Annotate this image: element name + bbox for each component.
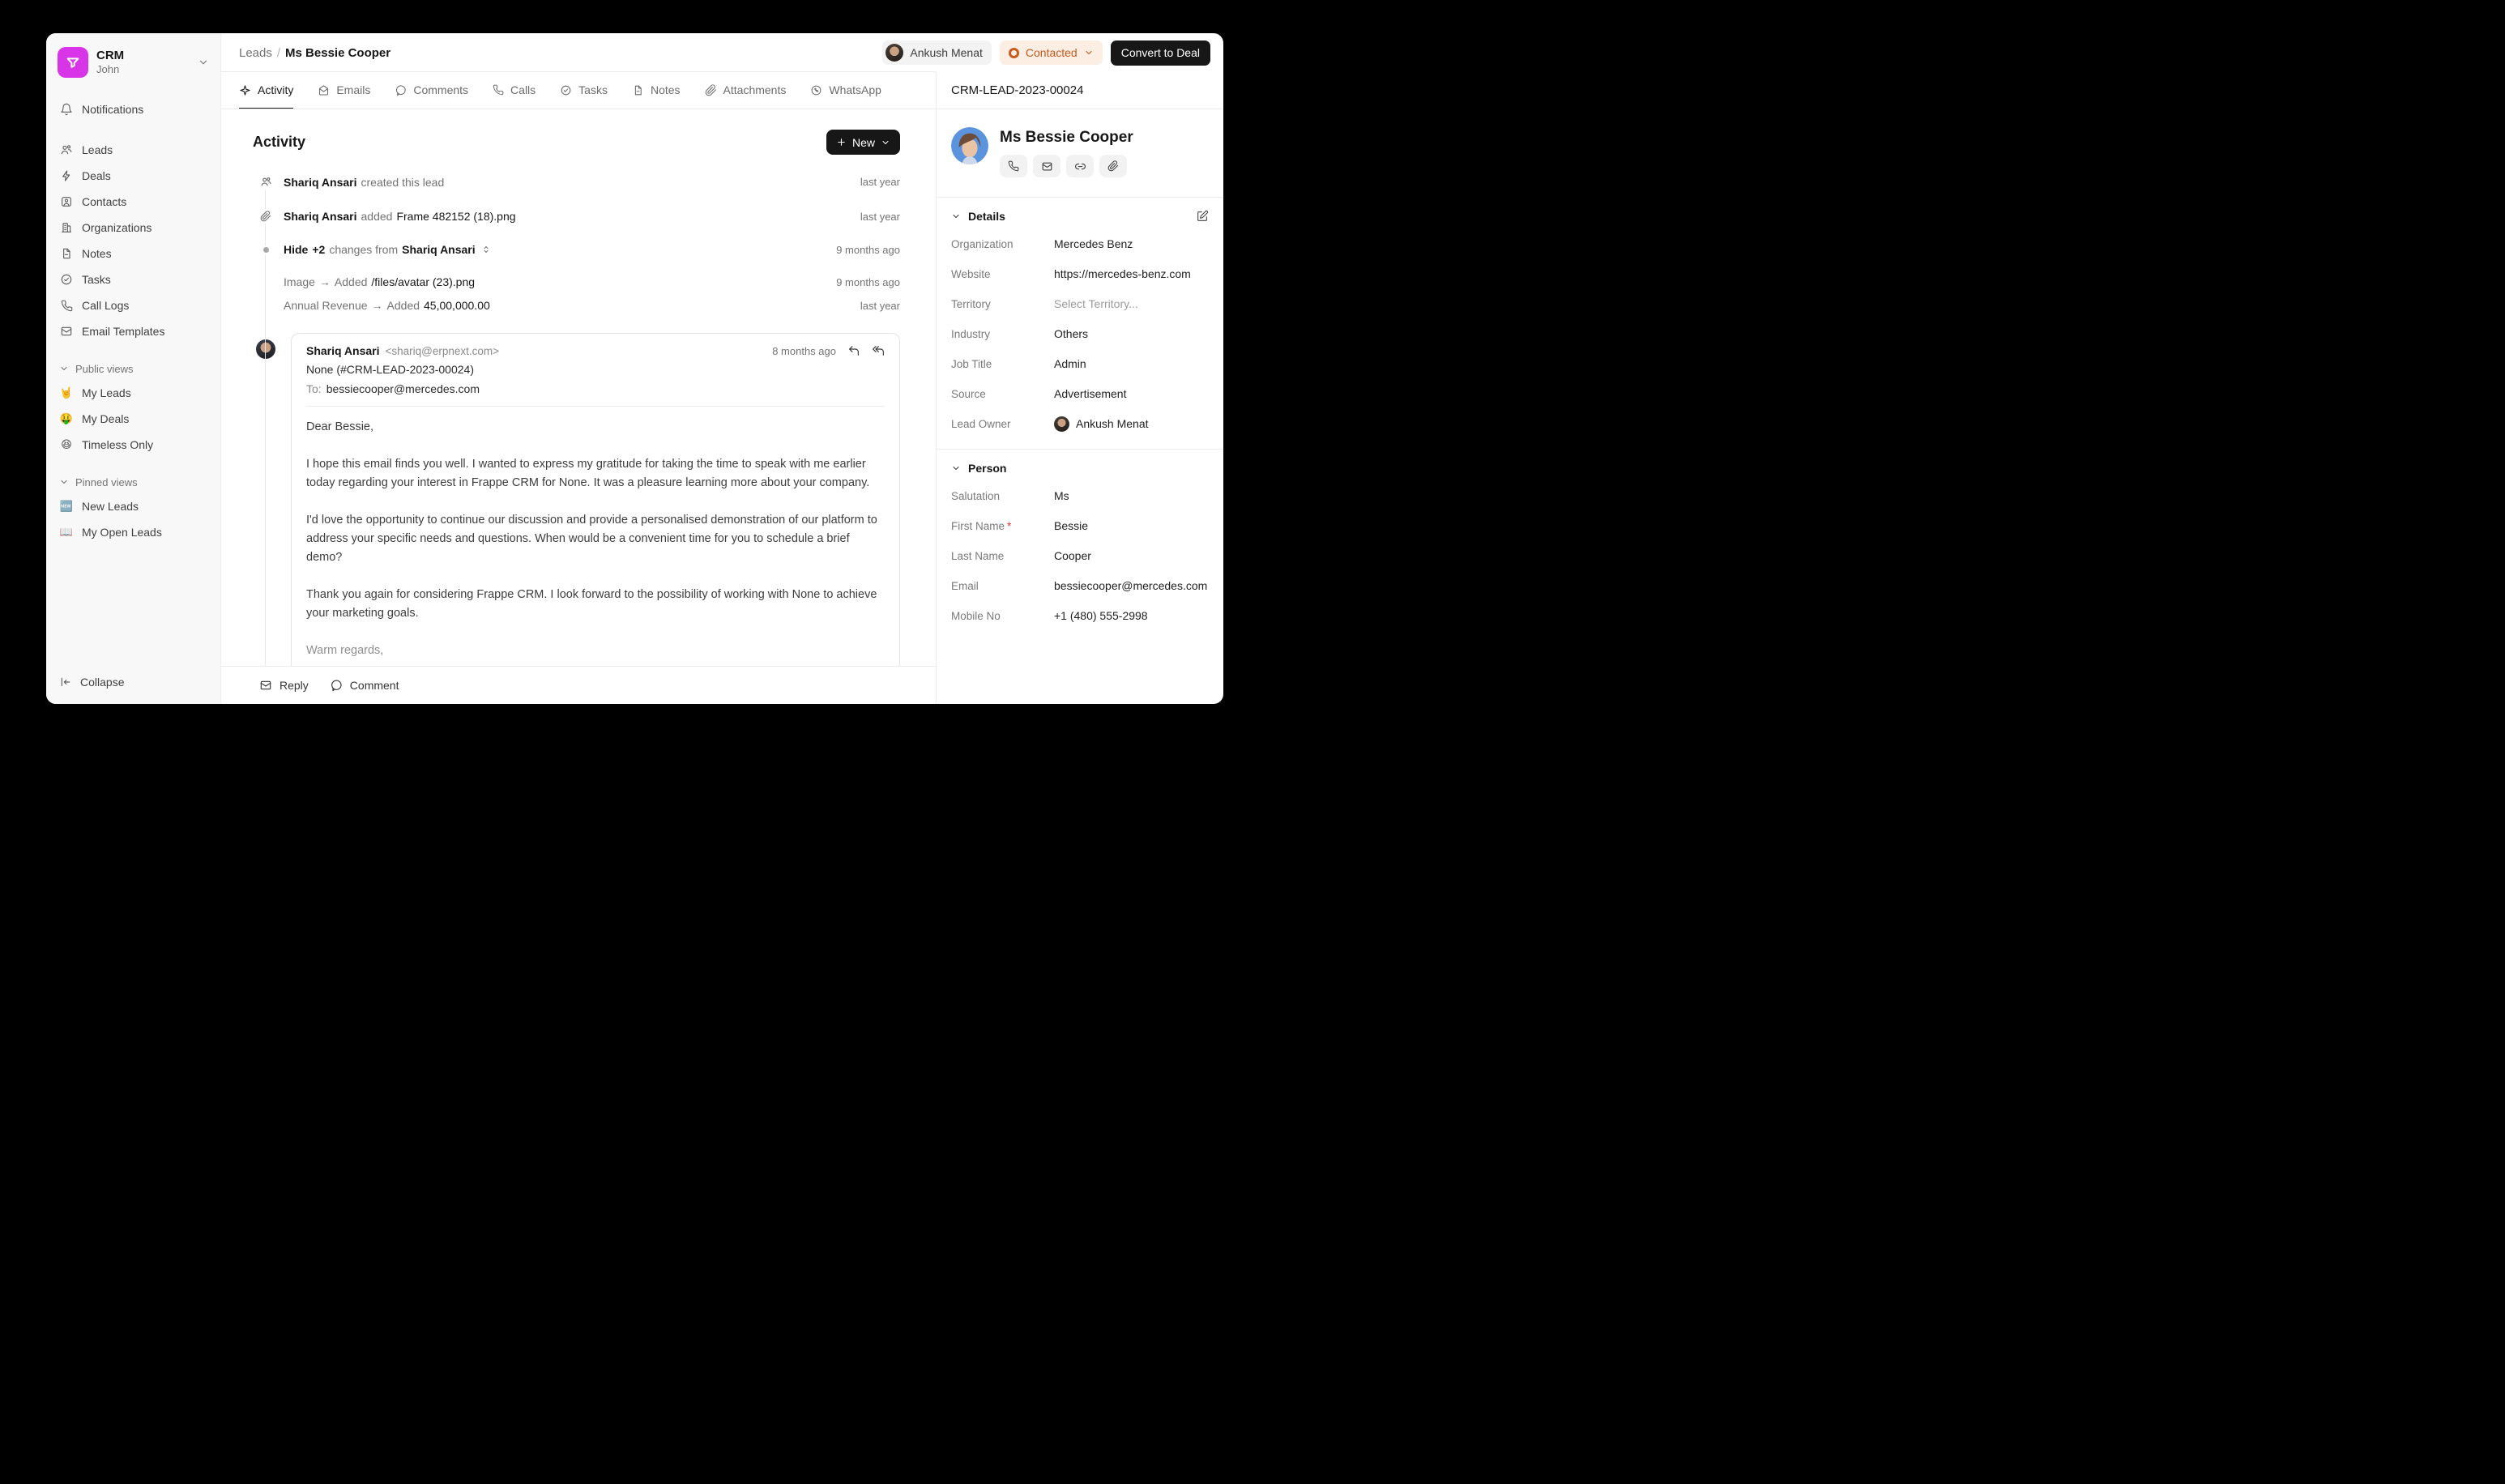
timestamp: 9 months ago — [836, 275, 900, 288]
comment-bubble-icon — [395, 84, 407, 96]
open-book-emoji-icon: 📖 — [59, 526, 74, 538]
new-activity-button[interactable]: New — [826, 130, 900, 155]
lead-avatar[interactable] — [951, 127, 988, 164]
person-section — [937, 450, 1223, 641]
user-square-icon — [59, 195, 74, 208]
sidebar-item-email-templates[interactable] — [53, 319, 214, 343]
lead-owner-avatar — [1054, 416, 1069, 432]
email-button[interactable] — [1033, 155, 1060, 177]
users-icon — [260, 174, 272, 190]
email-sender-name: Shariq Ansari — [306, 344, 380, 357]
note-icon — [632, 84, 644, 96]
sidebar-item-label: Deals — [82, 169, 111, 182]
field-industry[interactable]: Industry Others — [951, 327, 1089, 340]
sidebar-item-label: Call Logs — [82, 299, 130, 312]
field-job-title[interactable]: Job Title Admin — [951, 357, 1086, 370]
lead-main-panel — [221, 72, 936, 704]
arrow-right-icon: → — [371, 299, 383, 312]
tab-comments[interactable]: Comments — [395, 72, 468, 109]
check-circle-icon — [560, 84, 572, 96]
email-sender-address: <shariq@erpnext.com> — [385, 344, 500, 357]
sidebar-item-my-leads[interactable] — [53, 381, 214, 405]
assignee-chip[interactable] — [882, 41, 992, 65]
tab-notes[interactable]: Notes — [632, 72, 681, 109]
collapse-sidebar-button[interactable] — [53, 670, 214, 694]
chevron-down-icon[interactable] — [951, 211, 961, 221]
chevron-down-icon — [59, 364, 69, 373]
paperclip-icon — [705, 84, 717, 96]
sort-chevrons-icon — [481, 245, 491, 254]
whatsapp-icon — [810, 84, 822, 96]
dot-icon — [263, 247, 269, 253]
tab-emails[interactable]: Emails — [318, 72, 370, 109]
composer-bar — [221, 666, 936, 704]
pinned-views-section — [53, 471, 214, 544]
sidebar-item-label: Organizations — [82, 221, 152, 234]
lead-id: CRM-LEAD-2023-00024 — [937, 72, 1223, 109]
screen-background — [0, 0, 1252, 742]
reply-button[interactable] — [847, 344, 860, 357]
person-section-title: Person — [968, 462, 1007, 475]
sidebar-item-timeless-only[interactable] — [53, 433, 214, 457]
sidebar-item-label: My Deals — [82, 412, 130, 425]
crm-logo — [58, 47, 88, 78]
sidebar-item-label: Notifications — [82, 103, 144, 116]
email-body: Dear Bessie, I hope this email finds you well. I wanted to express my gratitude for taking the time to speak with me earlier today regarding your interest in Frappe CRM for None. It was a pleasure learning more about your company. I'd love the opportunity to continue our discussion and provide a personalised demonstration of our platform to address your specific needs and questions. When would be a convenient time for you to schedule a brief demo? Thank you again for considering Frappe CRM. I look forward to the possibility of working with None to achieve your marketing goals. Warm regards, — [306, 420, 877, 657]
sidebar-item-label: My Open Leads — [82, 526, 162, 539]
timestamp: last year — [860, 176, 900, 188]
collapse-label: Collapse — [80, 676, 125, 689]
timeline-change-image: Image → Added /files/avatar (23).png 9 months ago — [284, 275, 900, 288]
field-mobile-no[interactable]: Mobile No +1 (480) 555-2998 — [951, 609, 1148, 622]
breadcrumb: Leads / Ms Bessie Cooper — [239, 45, 391, 60]
chevron-down-icon[interactable] — [951, 463, 961, 473]
status-ring-icon — [1009, 48, 1019, 58]
chevron-down-icon — [59, 477, 69, 487]
tab-attachments[interactable]: Attachments — [705, 72, 787, 109]
field-source[interactable]: Source Advertisement — [951, 387, 1127, 400]
field-first-name[interactable]: First Name * Bessie — [951, 519, 1089, 532]
details-section — [937, 198, 1223, 449]
call-button[interactable] — [1000, 155, 1027, 177]
reply-all-button[interactable] — [872, 344, 885, 357]
lead-tabs — [221, 72, 936, 109]
email-subject: None (#CRM-LEAD-2023-00024) — [306, 363, 474, 376]
mail-icon — [318, 84, 330, 96]
timeline — [253, 174, 900, 666]
section-label: Pinned views — [75, 475, 138, 488]
email-recipient: bessiecooper@mercedes.com — [326, 382, 480, 395]
field-email[interactable]: Email bessiecooper@mercedes.com — [951, 579, 1208, 592]
sidebar-item-notes[interactable] — [53, 241, 214, 266]
plus-icon — [836, 137, 847, 147]
timeline-event-created: Shariq Ansari created this lead last year — [253, 174, 900, 190]
phone-icon — [59, 300, 74, 312]
timeline-change-annual-revenue: Annual Revenue → Added 45,00,000.00 last year — [284, 299, 900, 312]
email-message: Shariq Ansari <shariq@erpnext.com> 8 months ago None (#CRM-LEAD-2023-00024) To: bessiecooper@mercedes.com Dear Bessie, I hope this email finds you well. I wanted to express my gratitude for taking the time to speak with me earlier today regarding your interest in Frappe CRM for None. It was a pleasure learning more about your company. I'd love the opportunity to continue our discussion and provide a personalised demonstration of our platform to address your specific needs and questions. When would be a convenient time for you to schedule a brief demo? Thank you again for considering Frappe CRM. I look forward to the possibility of working with None to achieve your marketing goals. Warm regards, — [253, 333, 900, 666]
sender-avatar — [256, 339, 275, 359]
field-salutation[interactable]: Salutation Ms — [951, 489, 1069, 502]
collapse-icon — [59, 676, 72, 689]
field-last-name[interactable]: Last Name Cooper — [951, 549, 1091, 562]
status-label: Contacted — [1025, 46, 1078, 59]
envelope-icon — [259, 679, 272, 692]
convert-to-deal-button[interactable]: Convert to Deal — [1111, 41, 1210, 66]
sidebar-item-my-deals[interactable] — [53, 407, 214, 431]
sidebar-item-label: Timeless Only — [82, 438, 154, 451]
sidebar-item-notifications[interactable] — [53, 97, 214, 122]
topbar — [221, 33, 1223, 72]
tab-calls[interactable]: Calls — [493, 72, 536, 109]
timeline-event-attachment: Shariq Ansari added Frame 482152 (18).png last year — [253, 209, 900, 224]
timestamp: 8 months ago — [772, 344, 836, 357]
sidebar-item-new-leads[interactable] — [53, 494, 214, 518]
sidebar-item-label: Leads — [82, 143, 113, 156]
assignee-name: Ankush Menat — [910, 46, 983, 59]
chevron-down-icon — [198, 57, 209, 68]
comment-bubble-icon — [330, 679, 343, 692]
activity-feed — [221, 109, 936, 666]
reply-action-button[interactable]: Reply — [259, 679, 309, 692]
sidebar-item-label: Tasks — [82, 273, 111, 286]
crm-app-window — [46, 33, 1223, 704]
timeline-event-changes-toggle — [253, 243, 900, 256]
sidebar-item-label: My Leads — [82, 386, 131, 399]
sidebar-item-deals[interactable] — [53, 164, 214, 188]
users-icon — [59, 143, 74, 156]
sidebar-item-my-open-leads[interactable] — [53, 520, 214, 544]
breadcrumb-current: Ms Bessie Cooper — [285, 45, 391, 60]
timestamp: last year — [860, 210, 900, 223]
bolt-icon — [59, 169, 74, 182]
bell-icon — [59, 103, 74, 116]
timestamp: last year — [860, 299, 900, 312]
new-emoji-icon: 🆕 — [59, 500, 74, 512]
note-icon — [59, 247, 74, 260]
sidebar-item-label: Email Templates — [82, 325, 165, 338]
arrow-right-icon: → — [318, 275, 331, 288]
sidebar-item-tasks[interactable] — [53, 267, 214, 292]
link-button[interactable] — [1066, 155, 1094, 177]
hide-changes-toggle[interactable]: Hide +2 changes from Shariq Ansari — [279, 243, 826, 256]
chevron-down-icon — [881, 138, 890, 147]
comment-action-button[interactable]: Comment — [330, 679, 399, 692]
field-organization[interactable]: Organization Mercedes Benz — [951, 237, 1133, 250]
check-circle-icon — [59, 273, 74, 286]
field-website[interactable]: Website https://mercedes-benz.com — [951, 267, 1191, 280]
paperclip-icon — [260, 209, 271, 224]
phone-icon — [493, 84, 504, 96]
tab-tasks[interactable]: Tasks — [560, 72, 608, 109]
pinned-views-toggle[interactable] — [53, 471, 214, 493]
sidebar-item-contacts[interactable] — [53, 190, 214, 214]
money-face-emoji-icon: 🤑 — [59, 412, 74, 424]
app-title: CRM — [96, 49, 125, 62]
funnel-icon — [64, 53, 82, 71]
sidebar — [46, 33, 221, 704]
sidebar-item-label: New Leads — [82, 500, 139, 513]
tab-whatsapp[interactable]: WhatsApp — [810, 72, 881, 109]
building-icon — [59, 221, 74, 234]
rock-hand-emoji-icon: 🤘 — [59, 386, 74, 399]
public-views-section — [53, 358, 214, 457]
sidebar-item-organizations[interactable] — [53, 215, 214, 240]
sidebar-item-leads[interactable] — [53, 138, 214, 162]
sidebar-nav — [53, 96, 214, 670]
field-territory[interactable]: Territory Select Territory... — [951, 297, 1138, 310]
tab-activity[interactable]: Activity — [239, 72, 293, 109]
chevron-down-icon — [1084, 48, 1094, 58]
lead-person-name: Ms Bessie Cooper — [1000, 129, 1133, 146]
public-views-toggle[interactable] — [53, 358, 214, 379]
sidebar-item-label: Notes — [82, 247, 112, 260]
activity-heading: Activity — [253, 134, 306, 150]
sidebar-item-label: Contacts — [82, 195, 127, 208]
details-section-title: Details — [968, 210, 1005, 223]
laughing-emoji-icon: 😆 — [61, 438, 72, 450]
breadcrumb-leads-link[interactable]: Leads — [239, 45, 272, 60]
section-label: Public views — [75, 362, 134, 375]
sidebar-item-call-logs[interactable] — [53, 293, 214, 318]
lead-status-dropdown[interactable] — [1000, 41, 1103, 65]
sparkle-icon — [239, 84, 251, 96]
assignee-avatar — [885, 44, 903, 62]
lead-details-panel — [936, 72, 1223, 704]
timestamp: 9 months ago — [836, 243, 900, 256]
user-name: John — [96, 63, 120, 75]
attach-button[interactable] — [1099, 155, 1127, 177]
field-lead-owner[interactable]: Lead Owner Ankush Menat — [951, 417, 1149, 430]
required-asterisk: * — [1007, 519, 1012, 532]
edit-details-icon[interactable] — [1196, 210, 1209, 223]
envelope-icon — [59, 325, 74, 338]
workspace-switcher[interactable] — [53, 44, 214, 81]
